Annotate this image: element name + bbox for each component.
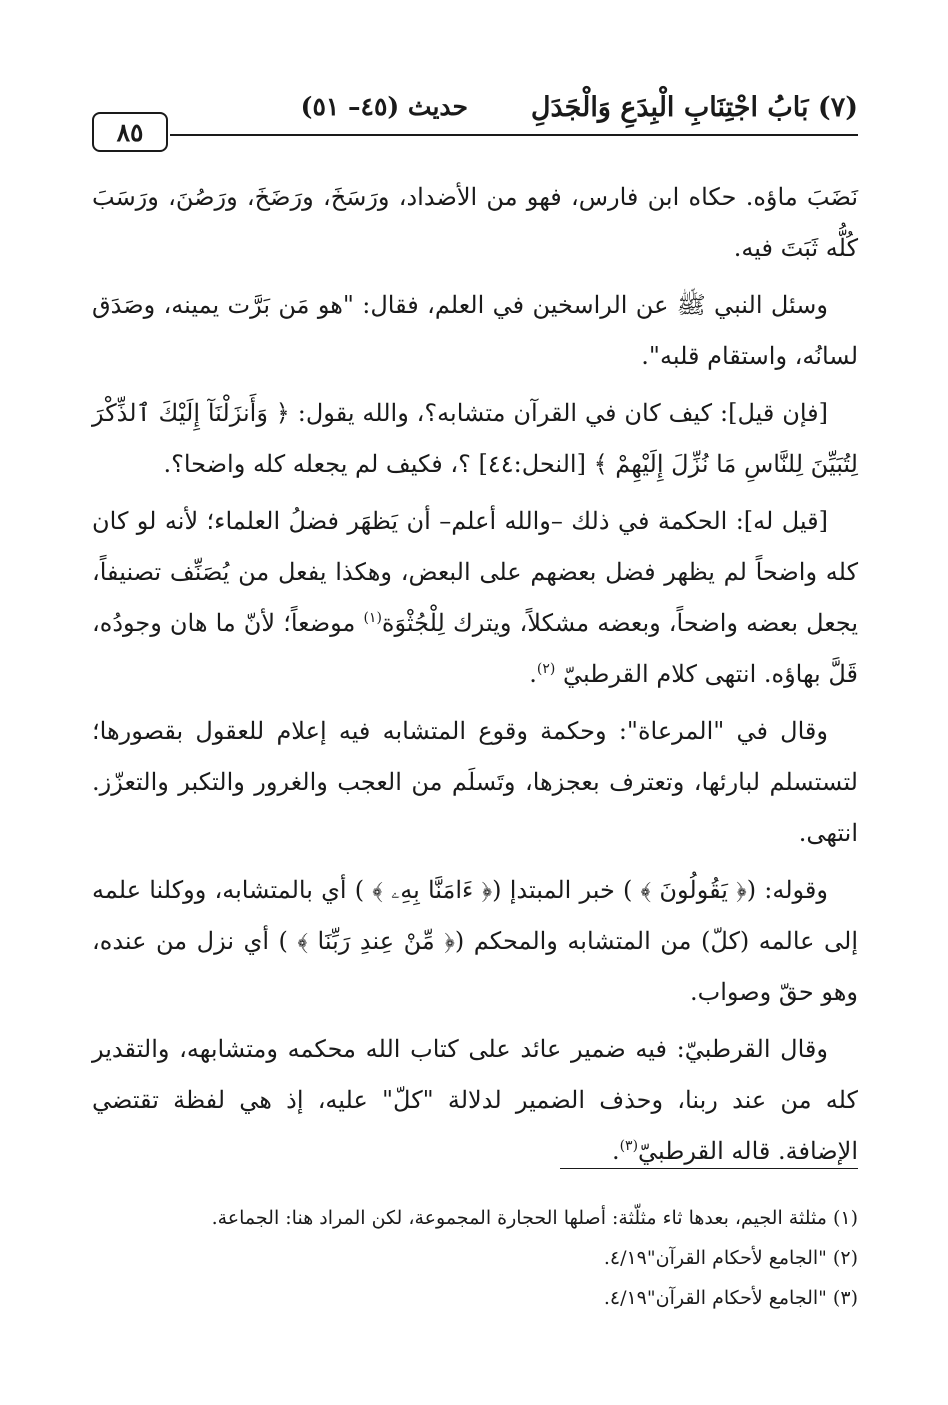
paragraph bbox=[92, 280, 858, 382]
footnote: (٣) "الجامع لأحكام القرآن"٤/١٩. bbox=[603, 1287, 858, 1309]
paragraph-text: [قيل له]: الحكمة في ذلك –والله أعلم– أن يَظهَر فضلُ العلماء؛ لأنه لو كان كله واضحاً لم يظهر فضل بعضهم على البعض، وهكذا يفعل من يُصَنِّف تصنيفاً، يجعل بعضه واضحاً، وبعضه مشكلاً، ويترك لِلْجُثْوَة bbox=[92, 507, 859, 637]
paragraph-text: وقوله: (﴿ يَقُولُونَ ﴾ ) خبر المبتدإ (﴿ ءَامَنَّا بِهِۦ ﴾ ) أي بالمتشابه، ووكلنا علمه إلى عالمه (كلّ) من المتشابه والمحكم (﴿ مِّنْ عِندِ رَبِّنَا ﴾ ) أي نزل من عنده، وهو حقّ وصواب. bbox=[92, 876, 858, 1006]
footnote-marker[interactable]: (١) bbox=[363, 610, 382, 626]
paragraph bbox=[92, 865, 858, 1018]
footnote-marker[interactable]: (٢) bbox=[536, 661, 556, 677]
footnote: (٢) "الجامع لأحكام القرآن"٤/١٩. bbox=[603, 1247, 858, 1269]
paragraph-text: وقال في "المرعاة": وحكمة وقوع المتشابه فيه إعلام للعقول بقصورها؛ لتستسلم لبارئها، وتعترف بعجزها، وتَسلَم من العجب والغرور والتكبر والتعزّز. انتهى. bbox=[92, 717, 858, 847]
footnote-marker[interactable]: (٣) bbox=[619, 1138, 639, 1154]
paragraph-text: . bbox=[529, 660, 537, 688]
page-header bbox=[92, 92, 858, 162]
paragraph bbox=[92, 496, 858, 700]
paragraph-text: وقال القرطبيّ: فيه ضمير عائد على كتاب الله محكمه ومتشابهه، والتقدير كله من عند ربنا، وحذف الضمير لدلالة "كلّ" عليه، إذ هي لفظة تقتضي الإضافة. قاله القرطبيّ bbox=[92, 1035, 858, 1165]
paragraph bbox=[92, 706, 858, 859]
footnotes bbox=[92, 1198, 858, 1318]
footnote: (١) مثلثة الجيم، بعدها ثاء مثلّثة: أصلها الحجارة المجموعة، لكن المراد هنا: الجماعة. bbox=[211, 1207, 858, 1229]
paragraph-text: موضعاً؛ لأنّ ما هان وجودُه، قَلَّ بهاؤه. انتهى كلام القرطبيّ bbox=[92, 609, 858, 688]
footnote-separator bbox=[560, 1168, 858, 1169]
paragraph-text: . bbox=[611, 1137, 620, 1165]
paragraph-text: نَضَبَ ماؤه. حكاه ابن فارس، فهو من الأضداد، ورَسَخَ، ورَضَخَ، ورَصُنَ، ورَسَبَ كُلُّه ثَبَتَ فيه. bbox=[92, 183, 858, 262]
main-text bbox=[92, 172, 858, 1183]
hadith-range: حديث (٤٥– ٥١) bbox=[300, 92, 468, 121]
paragraph-text: [فإن قيل]: كيف كان في القرآن متشابه؟، والله يقول: ﴿ وَأَنزَلْنَآ إِلَيْكَ ٱلذِّكْرَ لِتُبَيِّنَ لِلنَّاسِ مَا نُزِّلَ إِلَيْهِمْ ﴾ [النحل:٤٤] ؟، فكيف لم يجعله كله واضحا؟. bbox=[92, 399, 858, 478]
page-number: ٨٥ bbox=[92, 112, 168, 152]
chapter-title: (٧) بَابُ اجْتِنَابِ الْبِدَعِ وَالْجَدَلِ bbox=[530, 92, 858, 123]
header-rule bbox=[170, 134, 858, 136]
paragraph bbox=[92, 388, 858, 490]
paragraph-text: وسئل النبي ﷺ عن الراسخين في العلم، فقال: "هو مَن بَرَّت يمينه، وصَدَق لسانُه، واستقام قلبه". bbox=[92, 291, 858, 370]
paragraph bbox=[92, 172, 858, 274]
paragraph bbox=[92, 1024, 858, 1177]
